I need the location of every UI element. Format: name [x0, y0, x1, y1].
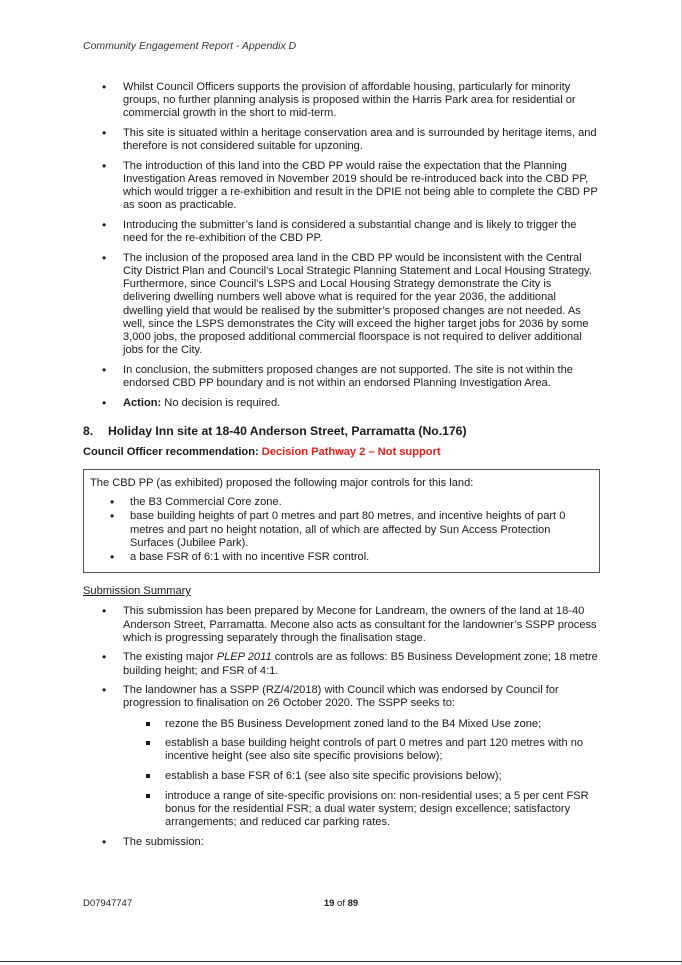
bullet-text: controls are as follows: B5 Business Development zone; 18 metre building height; and FSR of 4:1.	[123, 651, 598, 677]
recommendation-label: Council Officer recommendation:	[83, 445, 262, 458]
list-item: • Introducing the submitter’s land is considered a substantial change and is likely to trigger the need for the re-exhibition of the CBD PP.	[83, 219, 599, 245]
sub-list-item: establish a base FSR of 6:1 (see also site specific provisions below);	[123, 770, 599, 783]
sub-list-item: establish a base building height controls of part 0 metres and part 120 metres with no incentive height (see also site specific provisions below);	[123, 737, 599, 763]
list-item: • The inclusion of the proposed area land in the CBD PP would be inconsistent with the Central City District Plan and Council’s Local Strategic Planning Statement and Local Housing Strategy. Furthermore, since Council’s LSPS and Local Housing Strategy demonstrate the City is delivering dwelling numbers well above what is required for the year 2036, the additional dwelling yield that would be realised by the submitter’s proposed changes are not needed. As well, since the LSPS demonstrates the City will exceed the higher target jobs for 2036 by some 3,000 jobs, the proposed additional commercial floorspace is not required to deliver additional jobs for the City.	[83, 252, 599, 358]
submission-summary-heading: Submission Summary	[83, 585, 191, 598]
decision-pathway: Decision Pathway 2 – Not support	[261, 445, 441, 458]
action-text: No decision is required.	[161, 396, 281, 409]
list-item	[83, 651, 599, 677]
bullet-text: The landowner has a SSPP (RZ/4/2018) with Council which was endorsed by Council for progression to finalisation on 26 October 2020. The SSPP seeks to:	[123, 684, 559, 710]
controls-intro: The CBD PP (as exhibited) proposed the following major controls for this land:	[90, 477, 474, 490]
controls-list	[90, 496, 593, 564]
list-item: • This site is situated within a heritage conservation area and is surrounded by heritage items, and therefore is not considered suitable for upzoning.	[83, 127, 599, 153]
plan-reference: PLEP 2011	[216, 651, 272, 664]
submission-bullet-list	[83, 605, 599, 848]
section-heading	[83, 424, 599, 438]
running-header: Community Engagement Report - Appendix D	[83, 40, 297, 52]
list-item	[83, 684, 599, 829]
council-recommendation	[83, 446, 599, 459]
section-number: 8.	[83, 423, 94, 438]
sub-list-item: rezone the B5 Business Development zoned land to the B4 Mixed Use zone;	[123, 718, 599, 731]
list-item: • In conclusion, the submitters proposed changes are not supported. The site is not within the endorsed CBD PP boundary and is not within an endorsed Planning Investigation Area.	[83, 364, 599, 390]
controls-box	[83, 469, 600, 573]
page-number	[0, 898, 682, 909]
bullet-text: The existing major	[123, 651, 217, 664]
bottom-rule	[0, 961, 682, 962]
section-title: Holiday Inn site at 18-40 Anderson Street, Parramatta (No.176)	[108, 423, 467, 438]
list-item: • the B3 Commercial Core zone.	[90, 496, 593, 509]
list-item: • The submission:	[83, 836, 599, 849]
sub-list-item: introduce a range of site-specific provisions on: non-residential uses; a 5 per cent FSR bonus for the residential FSR; a dual water system; design excellence; satisfactory arrangements; and reduced car parking rates.	[123, 790, 599, 830]
page-of: of	[334, 898, 348, 909]
page-total: 89	[347, 898, 359, 909]
list-item: • a base FSR of 6:1 with no incentive FSR control.	[90, 551, 593, 564]
page-content	[83, 81, 599, 855]
list-item: • Whilst Council Officers supports the provision of affordable housing, particularly for minority groups, no further planning analysis is proposed within the Harris Park area for residential or commercial growth in the short to mid-term.	[83, 81, 599, 121]
list-item: • base building heights of part 0 metres and part 80 metres, and incentive heights of part 0 metres and part no height notation, all of which are affected by Sun Access Protection Surfaces (Jubilee Park).	[90, 510, 593, 550]
action-item	[83, 397, 599, 410]
page-current: 19	[323, 898, 335, 909]
intro-bullet-list	[83, 81, 599, 410]
list-item: • The introduction of this land into the CBD PP would raise the expectation that the Planning Investigation Areas removed in November 2019 should be re-introduced back into the CBD PP, which would trigger a re-exhibition and result in the DPIE not being able to complete the CBD PP as soon as practicable.	[83, 160, 599, 213]
document-id: D07947747	[83, 898, 133, 909]
action-label: Action:	[123, 396, 162, 409]
sspp-sub-list	[123, 718, 599, 830]
list-item: • This submission has been prepared by Mecone for Landream, the owners of the land at 18-40 Anderson Street, Parramatta. Mecone also acts as consultant for the landowner’s SSPP process which is progressing separately through the finalisation stage.	[83, 605, 599, 645]
